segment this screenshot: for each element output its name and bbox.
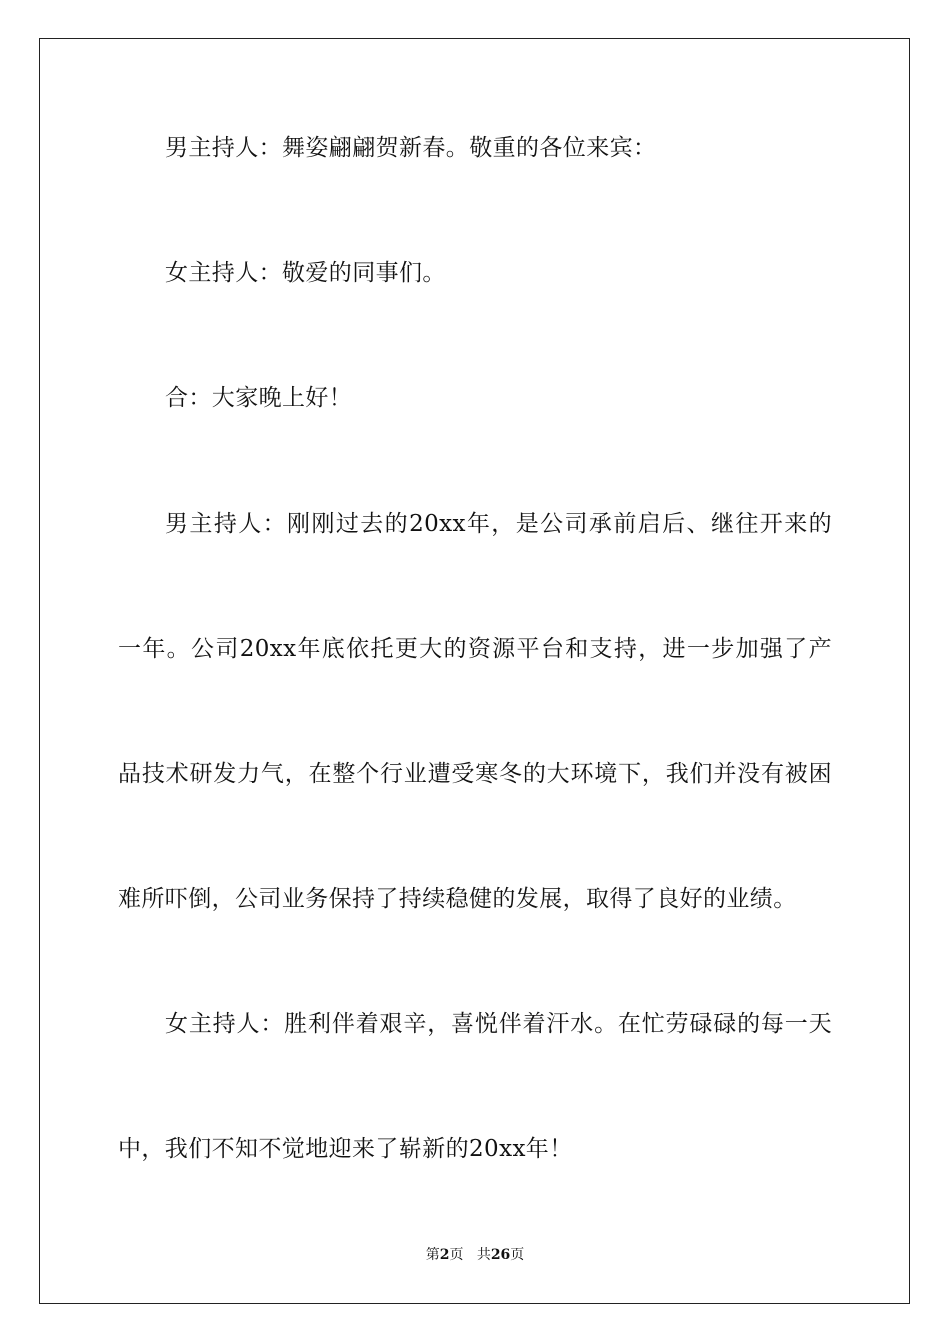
page-prefix: 第 (425, 1247, 440, 1263)
page-suffix: 页 (449, 1247, 464, 1263)
paragraph-line: 男主持人：舞姿翩翩贺新春。敬重的各位来宾： (165, 135, 657, 161)
paragraph-line: 女主持人：敬爱的同事们。 (165, 260, 446, 286)
paragraph-line: 男主持人：刚刚过去的20xx年，是公司承前启后、继往开来的 (165, 511, 832, 537)
paragraph-line: 品技术研发力气，在整个行业遭受寒冬的大环境下，我们并没有被困 (118, 761, 832, 787)
paragraph-line: 女主持人：胜利伴着艰辛，喜悦伴着汗水。在忙劳碌碌的每一天 (165, 1011, 832, 1037)
page-number: 2 (439, 1247, 450, 1263)
total-suffix: 页 (510, 1247, 525, 1263)
total-pages: 26 (490, 1247, 511, 1263)
paragraph-line: 中，我们不知不觉地迎来了崭新的20xx年！ (118, 1136, 573, 1162)
paragraph-line: 合：大家晚上好！ (165, 385, 353, 411)
paragraph-line: 难所吓倒，公司业务保持了持续稳健的发展，取得了良好的业绩。 (118, 886, 797, 912)
page-border (39, 38, 910, 1304)
paragraph-line: 一年。公司20xx年底依托更大的资源平台和支持，进一步加强了产 (118, 636, 832, 662)
page-footer (0, 1246, 950, 1264)
total-prefix: 共 (476, 1247, 491, 1263)
